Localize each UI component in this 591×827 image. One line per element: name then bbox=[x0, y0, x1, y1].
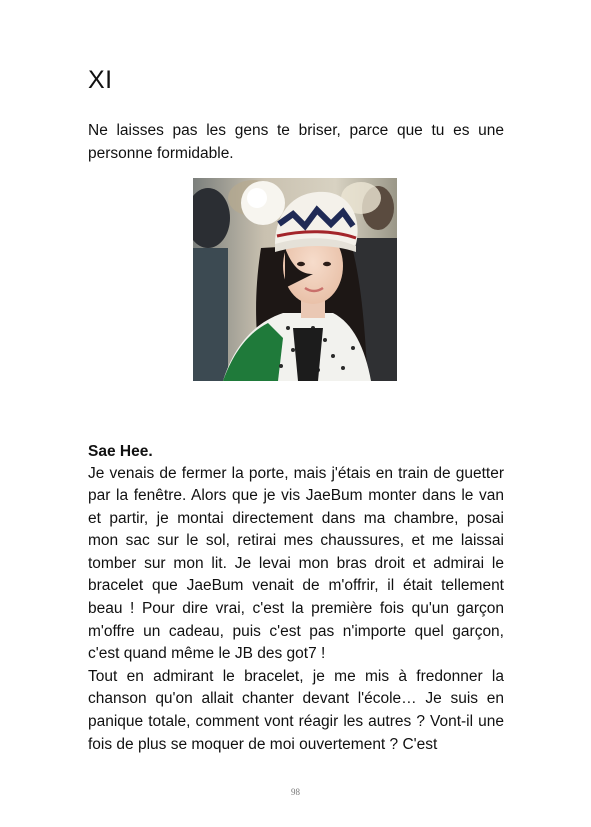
chapter-title: XI bbox=[88, 66, 113, 94]
page-number: 98 bbox=[291, 787, 300, 797]
paragraph: Je venais de fermer la porte, mais j'étais en train de guetter par la fenêtre. Alors que je vis JaeBum monter dans le van et partir, je montai directement dans ma chambre, posai mon sac sur le sol, retirai mes chaussures, et me laissai tomber sur mon lit. Je levai mon bras droit et admirai le bracelet que JaeBum venait de m'offrir, il était tellement beau ! Pour dire vrai, c'est la première fois qu'un garçon m'offre un cadeau, puis c'est pas n'importe quel garçon, c'est quand même le JB des got7 ! bbox=[88, 464, 504, 663]
paragraph: Tout en admirant le bracelet, je me mis à fredonner la chanson qu'on allait chanter devant l'école… Je suis en panique totale, comment vont réagir les autres ? Vont-il une fois de plus se moquer de moi ouvertement ? C'est bbox=[88, 667, 504, 753]
portrait-photo bbox=[193, 178, 397, 381]
section-heading: Sae Hee. bbox=[88, 443, 153, 460]
epigraph: Ne laisses pas les gens te briser, parce que tu es une personne formidable. bbox=[88, 122, 504, 162]
body-text bbox=[88, 463, 504, 757]
